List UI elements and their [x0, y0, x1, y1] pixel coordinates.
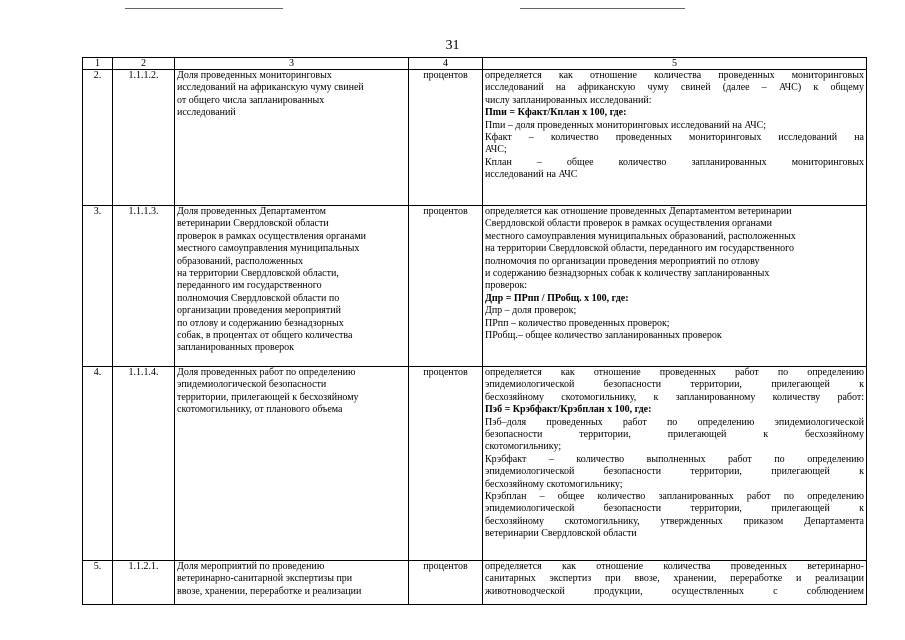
desc-line: исследований на АЧС — [485, 169, 578, 181]
desc-line: бесхозяйному скотомогильнику, к запланированному количеству работ: — [485, 391, 864, 403]
name-line: переданного им государственного — [177, 280, 322, 292]
desc-line: Крэбплан – общее количество запланированных работ по определению — [485, 491, 864, 503]
desc-line: эпидемиологической безопасности территории, прилегающей к — [485, 379, 864, 391]
calculation-method — [483, 367, 867, 561]
row-number: 3. — [83, 206, 113, 367]
desc-line: эпидемиологической безопасности территории, прилегающей к — [485, 503, 864, 515]
name-line: по отлову и содержанию безнадзорных — [177, 317, 344, 329]
unit: процентов — [409, 70, 483, 206]
desc-line: ПРпп – количество проведенных проверок; — [485, 317, 670, 329]
name-line: образований, расположенных — [177, 255, 303, 267]
indicator-code: 1.1.1.4. — [113, 367, 175, 561]
name-line: проверок в рамках осуществления органами — [177, 230, 367, 242]
desc-line: Дпр – доля проверок; — [485, 305, 577, 317]
desc-line: животноводческой продукции, осуществленных с соблюдением — [485, 585, 864, 597]
table-row — [83, 206, 867, 367]
column-header: 2 — [113, 58, 175, 70]
indicator-name — [175, 206, 409, 367]
desc-line: проверок: — [485, 280, 528, 292]
name-line: Доля мероприятий по проведению — [177, 561, 325, 572]
calculation-method — [483, 561, 867, 605]
desc-line: санитарных экспертиз при ввозе, хранении, переработке и реализации — [485, 573, 864, 585]
name-line: собак, в процентах от общего количества — [177, 330, 353, 342]
page-number: 31 — [445, 38, 460, 53]
row-number: 4. — [83, 367, 113, 561]
table-row — [83, 70, 867, 206]
name-line: Доля проведенных Департаментом — [177, 206, 327, 217]
indicator-name — [175, 561, 409, 605]
desc-line: безопасности территории, прилегающей к бесхозяйному — [485, 429, 864, 441]
desc-line: АЧС; — [485, 144, 507, 156]
desc-line: ПРобщ.– общее количество запланированных проверок — [485, 330, 722, 342]
name-line: исследований на африканскую чуму свиней — [177, 82, 364, 94]
desc-line: Пэб–доля проведенных работ по определению эпидемиологической — [485, 416, 864, 428]
formula: Дпр = ПРпп / ПРобщ. х 100, где: — [485, 292, 629, 304]
desc-line: местного самоуправления муниципальных образований, расположенных — [485, 230, 796, 242]
indicator-code: 1.1.2.1. — [113, 561, 175, 605]
desc-line: Кплан – общее количество запланированных мониторинговых — [485, 156, 864, 168]
table-row — [83, 561, 867, 605]
name-line: территории, прилегающей к бесхозяйному — [177, 391, 359, 403]
name-line: ветеринарно-санитарной экспертизы при — [177, 573, 353, 585]
indicator-name — [175, 70, 409, 206]
name-line: исследований — [177, 107, 236, 119]
name-line: местного самоуправления муниципальных — [177, 243, 360, 255]
desc-line: определяется как отношение количества проведенных ветеринарно- — [485, 561, 864, 572]
column-header: 4 — [409, 58, 483, 70]
column-header: 3 — [175, 58, 409, 70]
desc-line: ветеринарии Свердловской области — [485, 528, 637, 540]
desc-line: исследований на африканскую чуму свиней (далее – АЧС) к общему — [485, 82, 864, 94]
desc-line: определяется как отношение проведенных работ по определению — [485, 367, 864, 378]
row-number: 5. — [83, 561, 113, 605]
formula: Пэб = Крэбфакт/Крэбплан х 100, где: — [485, 404, 652, 416]
column-header: 5 — [483, 58, 867, 70]
name-line: Доля проведенных мониторинговых — [177, 70, 332, 81]
indicator-code: 1.1.1.3. — [113, 206, 175, 367]
formula: Пmи = Кфакт/Кплан х 100, где: — [485, 107, 627, 119]
name-line: Доля проведенных работ по определению — [177, 367, 356, 378]
column-header: 1 — [83, 58, 113, 70]
indicator-table — [82, 57, 867, 605]
top-rule-right — [520, 8, 685, 9]
top-rule-left — [125, 8, 283, 9]
name-line: ветеринарии Свердловской области — [177, 218, 329, 230]
unit: процентов — [409, 367, 483, 561]
name-line: эпидемиологической безопасности — [177, 379, 327, 391]
desc-line: числу запланированных исследований: — [485, 94, 652, 106]
desc-line: бесхозяйному скотомогильнику; — [485, 478, 623, 490]
table-row — [83, 367, 867, 561]
unit: процентов — [409, 206, 483, 367]
name-line: ввозе, хранении, переработке и реализации — [177, 585, 362, 597]
unit: процентов — [409, 561, 483, 605]
desc-line: определяется как отношение количества проведенных мониторинговых — [485, 70, 864, 81]
name-line: на территории Свердловской области, — [177, 268, 339, 280]
desc-line: Крэбфакт – количество выполненных работ по определению — [485, 453, 864, 465]
desc-line: и содержанию безнадзорных собак к количеству запланированных — [485, 268, 770, 280]
row-number: 2. — [83, 70, 113, 206]
indicator-code: 1.1.1.2. — [113, 70, 175, 206]
desc-line: Свердловской области проверок в рамках осуществления органами — [485, 218, 772, 230]
calculation-method — [483, 206, 867, 367]
desc-line: Пmи – доля проведенных мониторинговых исследований на АЧС; — [485, 119, 767, 131]
indicator-name — [175, 367, 409, 561]
desc-line: Кфакт – количество проведенных мониторинговых исследований на — [485, 132, 864, 144]
name-line: организации проведения мероприятий — [177, 305, 341, 317]
calculation-method — [483, 70, 867, 206]
desc-line: полномочия по организации проведения мероприятий по отлову — [485, 255, 760, 267]
desc-line: на территории Свердловской области, переданного им государственного — [485, 243, 794, 255]
name-line: скотомогильнику, от планового объема — [177, 404, 343, 416]
desc-line: бесхозяйному скотомогильнику, утвержденных приказом Департамента — [485, 515, 864, 527]
desc-line: скотомогильнику; — [485, 441, 562, 453]
desc-line: определяется как отношение проведенных Департаментом ветеринарии — [485, 206, 792, 217]
header-row — [83, 58, 867, 70]
name-line: запланированных проверок — [177, 342, 295, 354]
name-line: от общего числа запланированных — [177, 94, 325, 106]
name-line: полномочия Свердловской области по — [177, 292, 340, 304]
desc-line: эпидемиологической безопасности территории, прилегающей к — [485, 466, 864, 478]
